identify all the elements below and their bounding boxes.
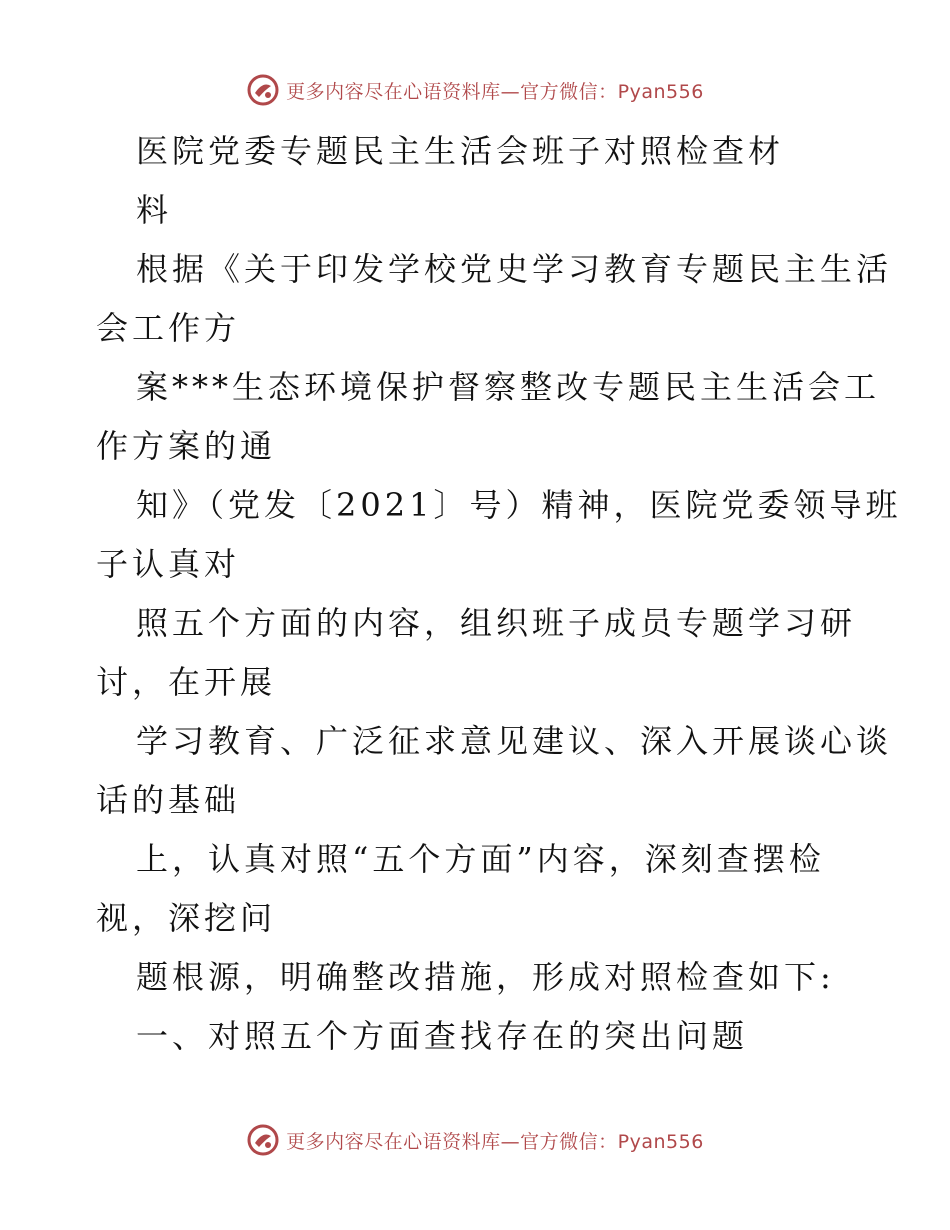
paragraph-line: 讨，在开展	[96, 663, 277, 701]
paragraph-line: 照五个方面的内容，组织班子成员专题学习研	[136, 604, 857, 642]
paragraph-line: 题根源，明确整改措施，形成对照检查如下:	[136, 958, 835, 996]
paragraph-line: 视，深挖问	[96, 899, 277, 937]
paragraph-line: 根据《关于印发学校党史学习教育专题民主生活	[136, 250, 893, 288]
paragraph-line: 会工作方	[96, 309, 241, 347]
paragraph-line: 子认真对	[96, 545, 241, 583]
paragraph-line: 学习教育、广泛征求意见建议、深入开展谈心谈	[136, 722, 893, 760]
footer-watermark	[0, 1120, 950, 1160]
paragraph-line: 上，认真对照“五个方面”内容，深刻查摆检	[136, 840, 825, 878]
paragraph-line: 作方案的通	[96, 427, 277, 465]
header-watermark	[0, 70, 950, 110]
document-body	[96, 122, 902, 1066]
document-title-line-2: 料	[136, 191, 173, 229]
ink-brush-logo-icon	[246, 73, 280, 107]
ink-brush-logo-icon	[246, 1123, 280, 1157]
section-heading: 一、对照五个方面查找存在的突出问题	[136, 1017, 749, 1055]
watermark-text: 更多内容尽在心语资料库—官方微信：Pyan556	[286, 80, 704, 103]
paragraph-line: 话的基础	[96, 781, 241, 819]
paragraph-line: 案***生态环境保护督察整改专题民主生活会工	[136, 368, 881, 406]
paragraph-line: 知》（党发〔2021〕号）精神，医院党委领导班	[136, 486, 902, 524]
watermark-text: 更多内容尽在心语资料库—官方微信：Pyan556	[286, 1130, 704, 1153]
document-title-line-1: 医院党委专题民主生活会班子对照检查材	[136, 132, 785, 170]
